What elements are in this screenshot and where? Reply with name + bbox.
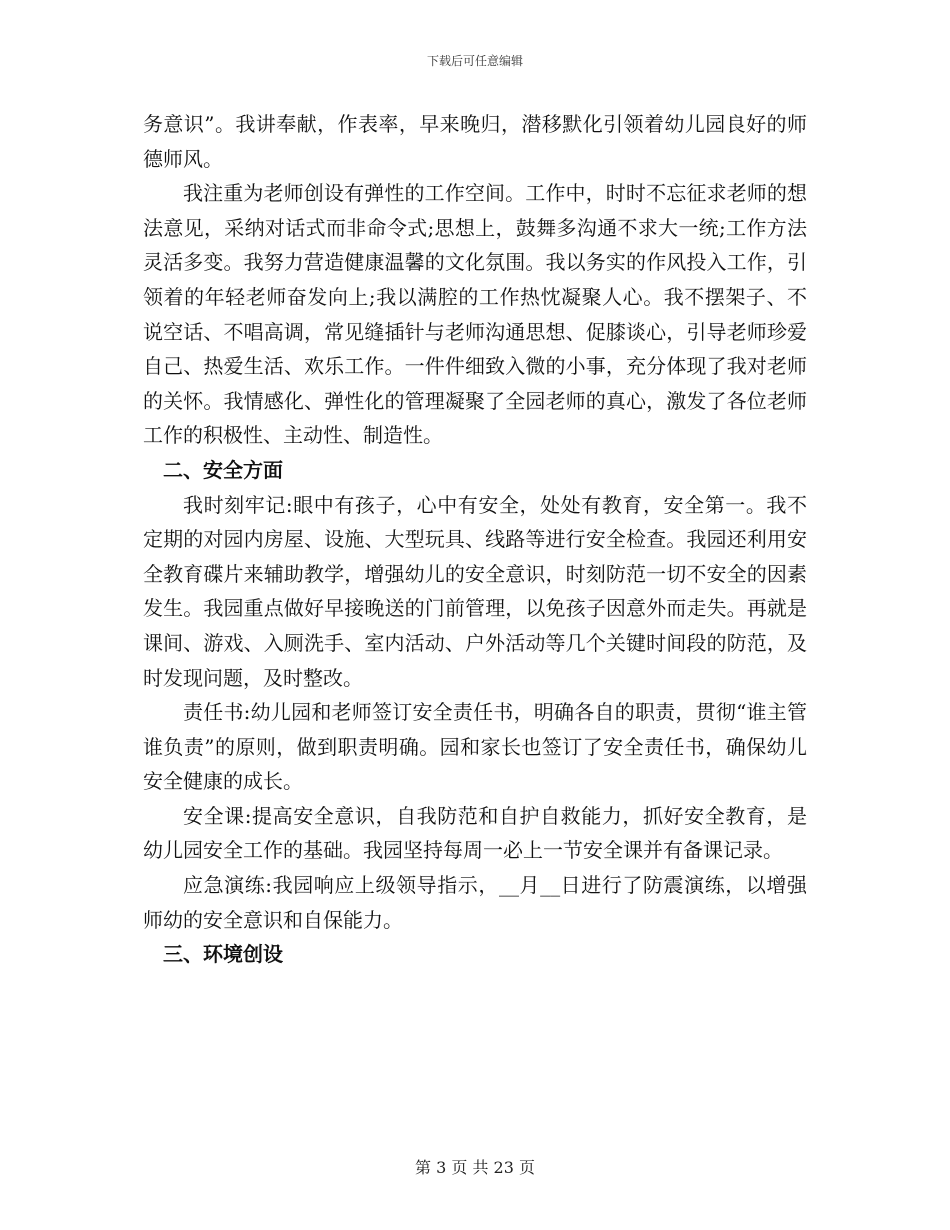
section-heading: 二、安全方面 <box>163 457 283 482</box>
page-header: 下载后可任意编辑 <box>426 54 523 68</box>
page-footer: 第 3 页 共 23 页 <box>415 1158 535 1177</box>
paragraph: 应急演练:我园响应上级领导指示，__月__日进行了防震演练，以增强师幼的安全意识和自保能力。 <box>143 873 807 932</box>
section-heading: 三、环境创设 <box>163 942 283 967</box>
document-body <box>143 107 807 972</box>
paragraph: 我注重为老师创设有弹性的工作空间。工作中，时时不忘征求老师的想法意见，采纳对话式而非命令式;思想上，鼓舞多沟通不求大一统;工作方法灵活多变。我努力营造健康温馨的文化氛围。我以务实的作风投入工作，引领着的年轻老师奋发向上;我以满腔的工作热忱凝聚人心。我不摆架子、不说空话、不唱高调，常见缝插针与老师沟通思想、促膝谈心，引导老师珍爱自己、热爱生活、欢乐工作。一件件细致入微的小事，充分体现了我对老师的关怀。我情感化、弹性化的管理凝聚了全园老师的真心，激发了各位老师工作的积极性、主动性、制造性。 <box>143 181 807 448</box>
paragraph: 安全课:提高安全意识，自我防范和自护自救能力，抓好安全教育，是幼儿园安全工作的基础。我园坚持每周一必上一节安全课并有备课记录。 <box>143 803 807 863</box>
paragraph: 责任书:幼儿园和老师签订安全责任书，明确各自的职责，贯彻“谁主管谁负责”的原则，做到职责明确。园和家长也签订了安全责任书，确保幼儿安全健康的成长。 <box>143 700 807 794</box>
paragraph: 务意识”。我讲奉献，作表率，早来晚归，潜移默化引领着幼儿园良好的师德师风。 <box>143 112 807 171</box>
paragraph: 我时刻牢记:眼中有孩子，心中有安全，处处有教育，安全第一。我不定期的对园内房屋、设施、大型玩具、线路等进行安全检查。我园还利用安全教育碟片来辅助教学，增强幼儿的安全意识，时刻防范一切不安全的因素发生。我园重点做好早接晚送的门前管理，以免孩子因意外而走失。再就是课间、游戏、入厕洗手、室内活动、户外活动等几个关键时间段的防范，及时发现问题，及时整改。 <box>143 492 807 690</box>
